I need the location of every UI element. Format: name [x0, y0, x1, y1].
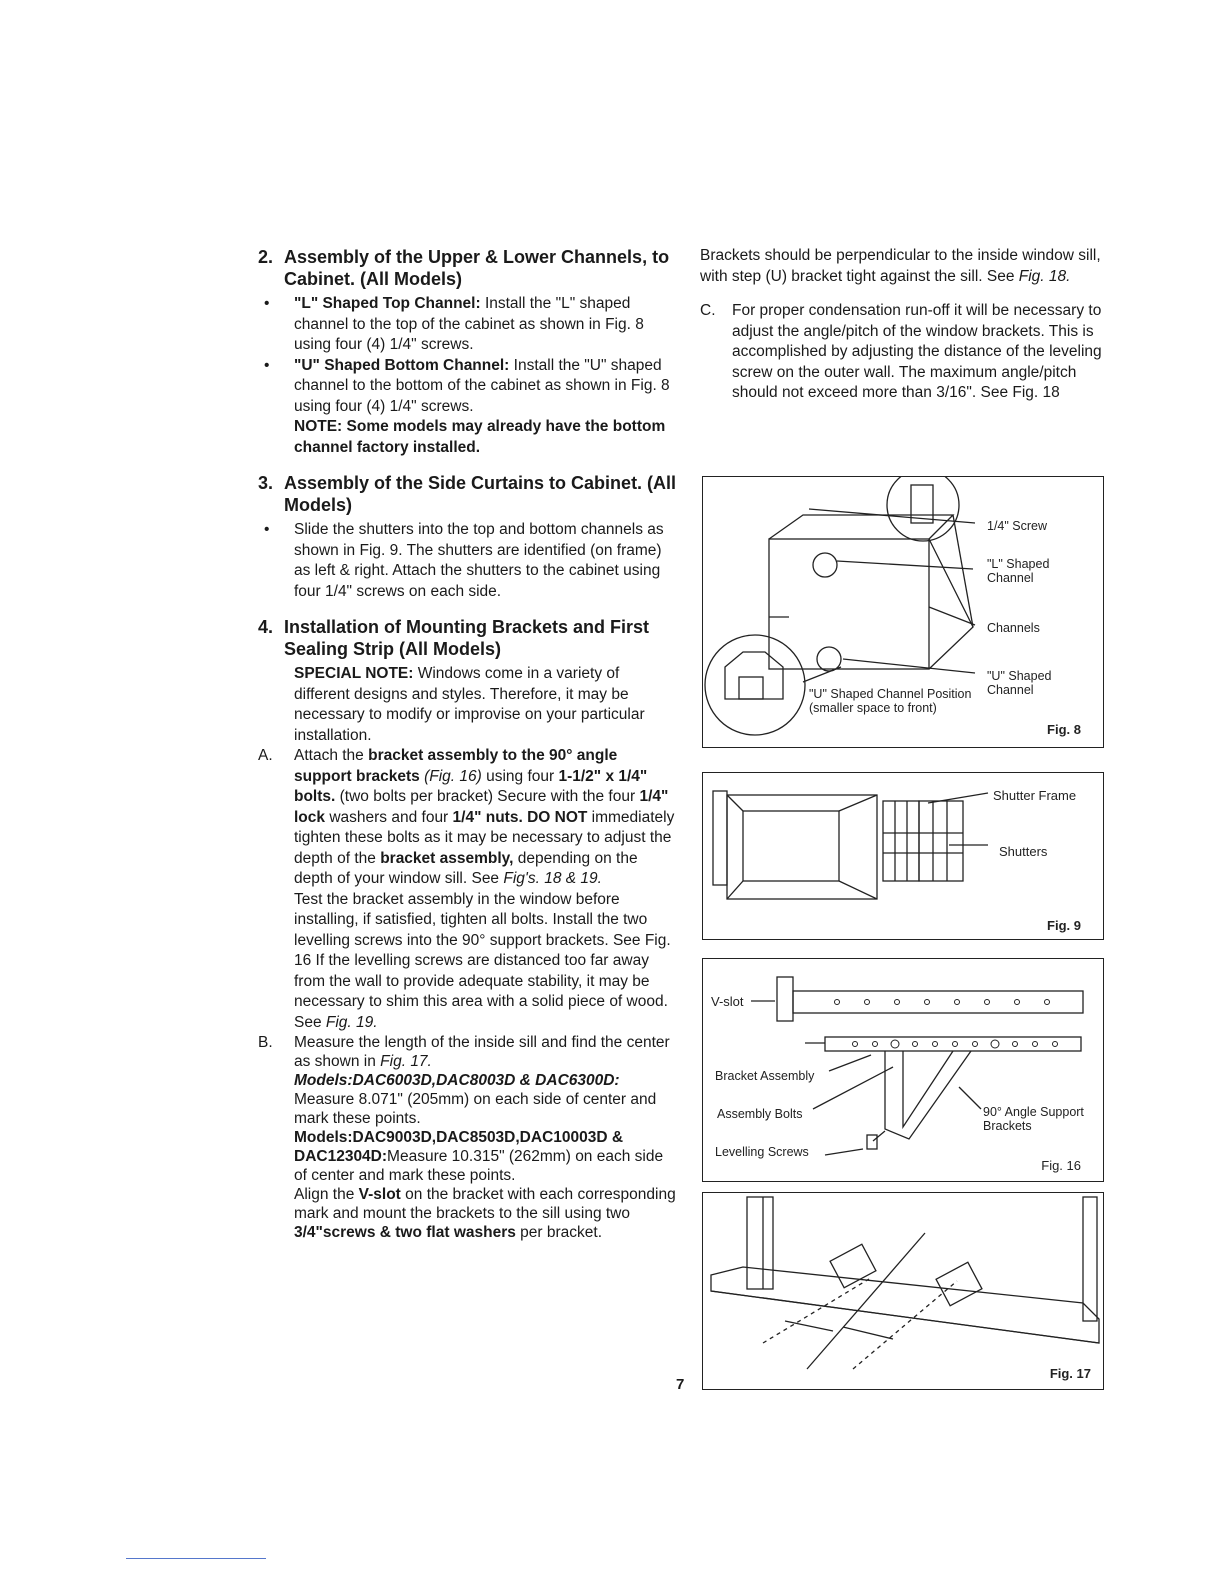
perpendicular-text: Brackets should be perpendicular to the inside window sill, with step (U) bracket tight against the sill. See [700, 247, 1101, 285]
left-column [258, 246, 678, 1256]
step-b-bold-2: 3/4"screws & two flat washers [294, 1224, 516, 1241]
step-b-text-2: Measure 8.071" (205mm) on each side of center and mark these points. [294, 1091, 657, 1127]
step-c-label: C. [700, 302, 716, 319]
step-a-bold-2: 1-1/2" x 1/4" bolts. [294, 767, 648, 805]
step-c-text: For proper condensation run-off it will be necessary to adjust the angle/pitch of the window brackets. This is accomplished by adjusting the distance of the leveling screw on the outer wall. The maximum angle/pitch should not exceed more than 3/16". See Fig. 18 [732, 302, 1102, 401]
step-a-ref-3: Fig. 19. [325, 1013, 378, 1031]
fig16-angle-label: 90° Angle Support Brackets [983, 1105, 1084, 1133]
models-group-2: Models:DAC9003D,DAC8503D,DAC10003D & DAC12304D: [294, 1129, 624, 1165]
fig9-caption: Fig. 9 [1047, 918, 1081, 933]
perpendicular-paragraph [700, 246, 1110, 287]
footer-rule [126, 1558, 266, 1559]
fig9-frame-label: Shutter Frame [993, 788, 1077, 803]
step-a-ref-1: (Fig. 16) [419, 767, 482, 785]
bullet-l-channel: • "L" Shaped Top Channel: Install the "L" shaped channel to the top of the cabinet as shown in Fig. 8 using four (4) 1/4" screws. [264, 295, 644, 353]
step-a-bold-4: 1/4" nuts. DO NOT [452, 808, 588, 826]
section-3-heading [258, 472, 678, 516]
figure-17 [702, 1192, 1104, 1390]
fig8-u-channel-label: "U" Shaped Channel [987, 669, 1052, 697]
step-a-label: A. [258, 747, 273, 764]
section-3-number: 3. [258, 473, 274, 493]
step-b-text-1: Measure the length of the inside sill and find the center as shown in [294, 1034, 670, 1070]
fig17-drawing [703, 1193, 1103, 1389]
step-b-ref-1: Fig. 17. [380, 1053, 432, 1070]
section-3 [258, 472, 678, 602]
step-a-text-3: (two bolts per bracket) Secure with the four [335, 788, 640, 805]
step-b-text-4: Align the [294, 1186, 359, 1203]
step-b [258, 1033, 678, 1242]
step-a-text-7: Test the bracket assembly in the window before installing, if satisfied, tighten all bolts. Install the two levelling screws into the 90° support brackets. See Fig. 16 If the levelling screws are distanced too far away from the wall to provide adequate stability, it may be necessary to shim this area with a solid piece of wood. See [294, 890, 671, 1031]
perpendicular-ref: Fig. 18. [1018, 267, 1071, 285]
step-a-text-5: immediately tighten these bolts as it may be necessary to adjust the depth of the [294, 808, 675, 867]
section-4-title: Installation of Mounting Brackets and First Sealing Strip (All Models) [284, 617, 650, 659]
section-2 [258, 246, 678, 458]
step-a-bold-5: bracket assembly, [380, 849, 514, 867]
section-4 [258, 616, 678, 1242]
step-a-text-2: using four [481, 767, 559, 785]
special-note [294, 664, 678, 746]
step-b-text-6: per bracket. [515, 1224, 603, 1241]
section-2-title: Assembly of the Upper & Lower Channels, to Cabinet. (All Models) [284, 247, 670, 289]
fig8-screw-label: 1/4" Screw [987, 519, 1048, 533]
step-b-text-5: on the bracket with each corresponding mark and mount the brackets to the sill using two [294, 1186, 676, 1222]
fig16-vslot-label: V-slot [711, 994, 744, 1009]
section-3-title: Assembly of the Side Curtains to Cabinet. (All Models) [284, 473, 677, 515]
bullet-u-channel: • "U" Shaped Bottom Channel: Install the "U" shaped channel to the bottom of the cabinet as shown in Fig. 8 using four (4) 1/4" screws. NOTE: Some models may already have the bottom channel factory installed. [264, 356, 670, 456]
step-a [258, 746, 678, 1033]
step-a-text-1: Attach the [294, 747, 369, 764]
fig8-caption: Fig. 8 [1047, 722, 1081, 737]
section-2-number: 2. [258, 247, 274, 267]
page-number: 7 [676, 1376, 685, 1393]
step-b-text-3: Measure 10.315" (262mm) on each side of center and mark these points. [294, 1148, 664, 1184]
section-4-number: 4. [258, 617, 274, 637]
fig16-level-label: Levelling Screws [715, 1145, 809, 1159]
figure-8 [702, 476, 1104, 748]
step-a-bold-1: bracket assembly to the 90° angle support brackets [294, 747, 618, 785]
fig16-bracket-label: Bracket Assembly [715, 1069, 815, 1083]
figure-9 [702, 772, 1104, 940]
u-channel-text: Install the "U" shaped channel to the bottom of the cabinet as shown in Fig. 8 using four (4) 1/4" screws. [294, 356, 670, 415]
step-a-text-4: washers and four [325, 808, 453, 826]
section-4-heading [258, 616, 678, 660]
l-channel-term: "L" Shaped Top Channel: [294, 295, 481, 312]
fig16-bolts-label: Assembly Bolts [717, 1107, 803, 1121]
special-note-label: SPECIAL NOTE: [294, 665, 414, 682]
models-group-1: Models:DAC6003D,DAC8003D & DAC6300D: [294, 1072, 620, 1089]
step-b-bold-1: V-slot [358, 1186, 401, 1203]
u-channel-term: "U" Shaped Bottom Channel: [294, 356, 510, 374]
right-column [700, 246, 1110, 404]
step-a-ref-2: Fig's. 18 & 19. [503, 870, 602, 887]
step-a-bold-3: 1/4" lock [294, 788, 669, 826]
factory-note: NOTE: Some models may already have the bottom channel factory installed. [294, 418, 666, 456]
step-a-text-6: depending on the depth of your window sill. See [294, 849, 638, 887]
fig17-caption: Fig. 17 [1049, 1366, 1091, 1381]
step-c [700, 301, 1110, 404]
fig9-shutters-label: Shutters [999, 844, 1048, 859]
section-2-heading [258, 246, 678, 290]
fig8-u-position-label: "U" Shaped Channel Position (smaller space to front) [809, 687, 972, 715]
figure-16 [702, 958, 1104, 1182]
l-channel-text: Install the "L" shaped channel to the top of the cabinet as shown in Fig. 8 using four (4) 1/4" screws. [294, 295, 644, 353]
fig8-l-channel-label: "L" Shaped Channel [987, 557, 1050, 585]
shutters-text: Slide the shutters into the top and bottom channels as shown in Fig. 9. The shutters are identified (on frame) as left & right. Attach the shutters to the cabinet using four 1/4" screws on each side. [294, 521, 664, 600]
fig8-channels-label: Channels [987, 621, 1040, 635]
fig16-caption: Fig. 16 [1041, 1158, 1081, 1173]
step-b-label: B. [258, 1034, 273, 1051]
bullet-shutters: • Slide the shutters into the top and bottom channels as shown in Fig. 9. The shutters are identified (on frame) as left & right. Attach the shutters to the cabinet using four 1/4" screws on each side. [258, 520, 678, 602]
special-note-text: Windows come in a variety of different designs and styles. Therefore, it may be necessary to modify or improvise on your particular installation. [294, 665, 645, 744]
